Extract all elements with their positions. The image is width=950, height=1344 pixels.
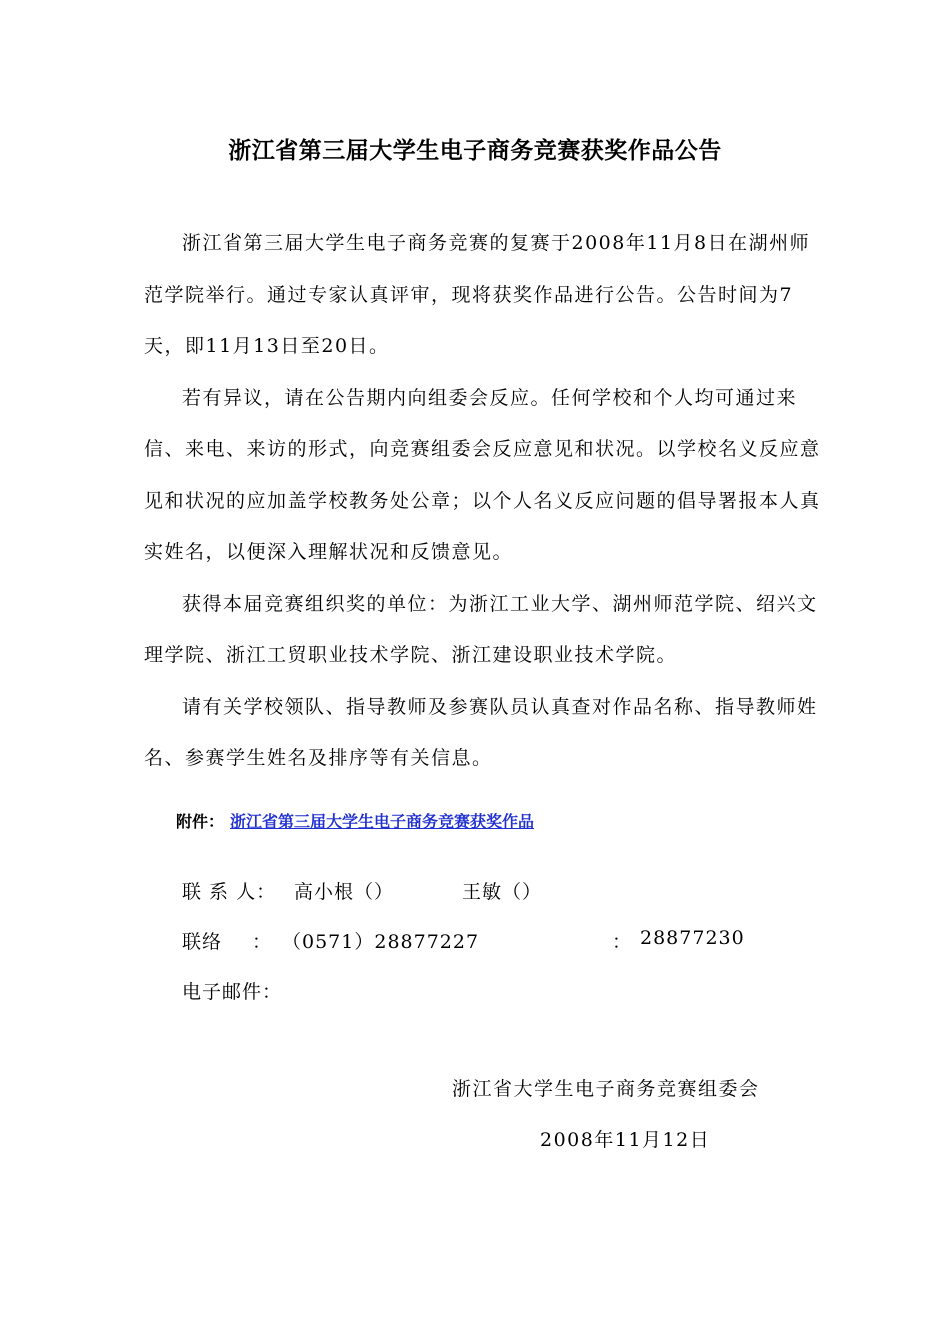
paragraph-organization-award: 获得本届竞赛组织奖的单位：为浙江工业大学、湖州师范学院、绍兴文理学院、浙江工贸职业技术学院、浙江建设职业技术学院。 bbox=[144, 592, 818, 666]
signature-date: 2008年11月12日 bbox=[540, 1129, 711, 1151]
document-title: 浙江省第三届大学生电子商务竞赛获奖作品公告 bbox=[228, 138, 722, 164]
signature-organizer: 浙江省大学生电子商务竞赛组委会 bbox=[452, 1078, 760, 1100]
contact-phone-2: 28877230 bbox=[640, 927, 745, 949]
paragraph-verification: 请有关学校领队、指导教师及参赛队员认真查对作品名称、指导教师姓名、参赛学生姓名及排序等有关信息。 bbox=[144, 695, 818, 769]
attachment-line bbox=[176, 809, 534, 832]
contact-phone-colon: ： bbox=[252, 931, 273, 953]
paragraph-competition-info: 浙江省第三届大学生电子商务竞赛的复赛于2008年11月8日在湖州师范学院举行。通过专家认真评审，现将获奖作品进行公告。公告时间为7天，即11月13日至20日。 bbox=[144, 232, 811, 357]
contact-phone-1: （0571）28877227 bbox=[282, 931, 480, 953]
paragraph-objection: 若有异议，请在公告期内向组委会反应。任何学校和个人均可通过来信、来电、来访的形式，向竞赛组委会反应意见和状况。以学校名义反应意见和状况的应加盖学校教务处公章；以个人名义反应问题的倡导署报本人真实姓名，以便深入理解状况和反馈意见。 bbox=[144, 386, 821, 563]
contact-phone-label: 联络 bbox=[182, 931, 223, 953]
contact-person-label: 联 系 人： bbox=[182, 881, 277, 903]
attachment-label: 附件： bbox=[176, 812, 225, 831]
contact-email-label: 电子邮件： bbox=[182, 981, 283, 1003]
contact-phone-2-colon: ： bbox=[612, 931, 633, 953]
attachment-link[interactable]: 浙江省第三届大学生电子商务竞赛获奖作品 bbox=[230, 812, 535, 831]
contact-person-1: 高小根（） bbox=[294, 881, 395, 903]
announcement-body bbox=[144, 218, 824, 785]
contact-person-2: 王敏（） bbox=[462, 881, 543, 903]
